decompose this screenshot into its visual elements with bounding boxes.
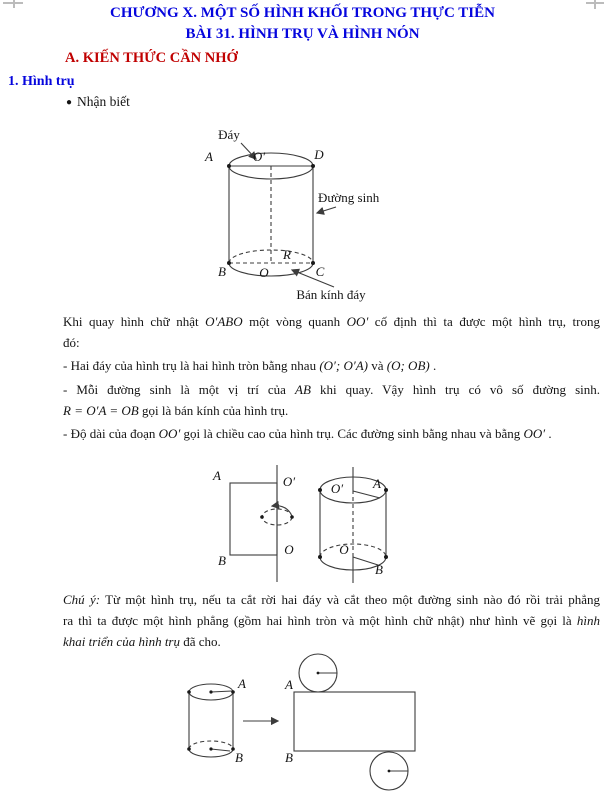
text-run: . <box>429 358 437 373</box>
paragraph-note <box>63 589 600 652</box>
math-run: AB <box>295 382 311 397</box>
text-run: ra thì ta được một hình phẳng (gồm hai hình tròn và một hình chữ nhật) như hình vẽ gọi là <box>63 613 577 628</box>
bullet-line <box>66 94 130 110</box>
math-run: (O′; O′A) <box>319 358 368 373</box>
term-run: khai triển của hình trụ <box>63 634 180 649</box>
text-run: gọi là chiều cao của hình trụ. Các đường sinh bằng nhau và bằng <box>180 426 524 441</box>
section-heading: A. KIẾN THỨC CẦN NHỚ <box>65 50 238 66</box>
math-run: R = O′A = OB <box>63 403 139 418</box>
label-B: B <box>375 562 383 577</box>
math-run: O′ABO <box>205 314 243 329</box>
text-run: Từ một hình trụ, nếu ta cắt rời hai đáy và cắt theo một đường sinh nào đó rồi trải phẳng <box>100 592 600 607</box>
label-A: A <box>285 677 293 692</box>
small-top-radius <box>211 691 232 692</box>
label-ban-kinh-day: Bán kính đáy <box>296 287 366 302</box>
ban-kinh-arrow <box>292 270 334 287</box>
label-C: C <box>315 264 325 279</box>
label-A: A <box>373 476 381 491</box>
math-run: OO′ <box>523 426 546 441</box>
text-run: đã cho. <box>180 634 221 649</box>
paragraph-intro <box>63 311 600 353</box>
duong-sinh-arrow <box>317 207 336 213</box>
label-duong-sinh: Đường sinh <box>318 190 380 205</box>
label-A: A <box>205 149 213 164</box>
label-B: B <box>285 750 293 765</box>
text-run: - Hai đáy của hình trụ là hai hình tròn bằng nhau <box>63 358 320 373</box>
text-run: Khi quay hình chữ nhật <box>63 314 206 329</box>
label-day: Đáy <box>218 127 240 142</box>
paragraph-generatrix <box>63 379 600 421</box>
label-O-prime: O′ <box>330 481 344 496</box>
math-run: (O; OB) <box>386 358 430 373</box>
lesson-title: BÀI 31. HÌNH TRỤ VÀ HÌNH NÓN <box>185 26 420 42</box>
subsection-heading: 1. Hình trụ <box>8 74 75 89</box>
bullet-label: Nhận biết <box>77 94 130 109</box>
math-run: OO′ <box>158 426 181 441</box>
bullet-icon: ● <box>66 96 73 108</box>
note-label: Chú ý: <box>63 592 101 607</box>
term-run: hình <box>576 613 600 628</box>
label-O: O <box>284 542 294 557</box>
net-rectangle <box>294 692 415 751</box>
paragraph-height <box>63 423 600 444</box>
label-R: R <box>283 247 291 262</box>
rotating-rectangle <box>230 483 277 555</box>
top-radius <box>353 491 380 498</box>
figure-net <box>185 652 425 797</box>
paragraph-bases <box>63 355 600 376</box>
text-run: . <box>545 426 552 441</box>
figure-cylinder-labelled <box>183 123 473 305</box>
text-run: - Độ dài của đoạn <box>63 426 159 441</box>
bottom-base-front <box>229 263 313 276</box>
label-O: O <box>259 265 269 280</box>
text-run: một vòng quanh <box>242 314 347 329</box>
text-run: cố định thì ta được một hình trụ, trong <box>368 314 600 329</box>
label-O-prime: O′ <box>282 474 296 489</box>
label-O: O <box>339 542 349 557</box>
math-run: OO′ <box>346 314 369 329</box>
label-O-prime: O′ <box>252 149 266 164</box>
label-B: B <box>218 264 226 279</box>
figure-rotation <box>195 462 405 590</box>
chapter-title: CHƯƠNG X. MỘT SỐ HÌNH KHỐI TRONG THỰC TIỄN <box>110 5 495 21</box>
text-run: đó: <box>63 335 80 350</box>
text-run: khi quay. Vậy hình trụ có vô số đường sinh. <box>310 382 601 397</box>
label-A: A <box>213 468 221 483</box>
label-B: B <box>235 750 243 765</box>
label-D: D <box>314 147 324 162</box>
text-run: và <box>367 358 387 373</box>
text-run: gọi là bán kính của hình trụ. <box>138 403 289 418</box>
label-B: B <box>218 553 226 568</box>
small-bottom-radius <box>211 749 230 751</box>
text-run: - Mỗi đường sinh là một vị trí của <box>63 382 296 397</box>
label-A: A <box>238 676 246 691</box>
